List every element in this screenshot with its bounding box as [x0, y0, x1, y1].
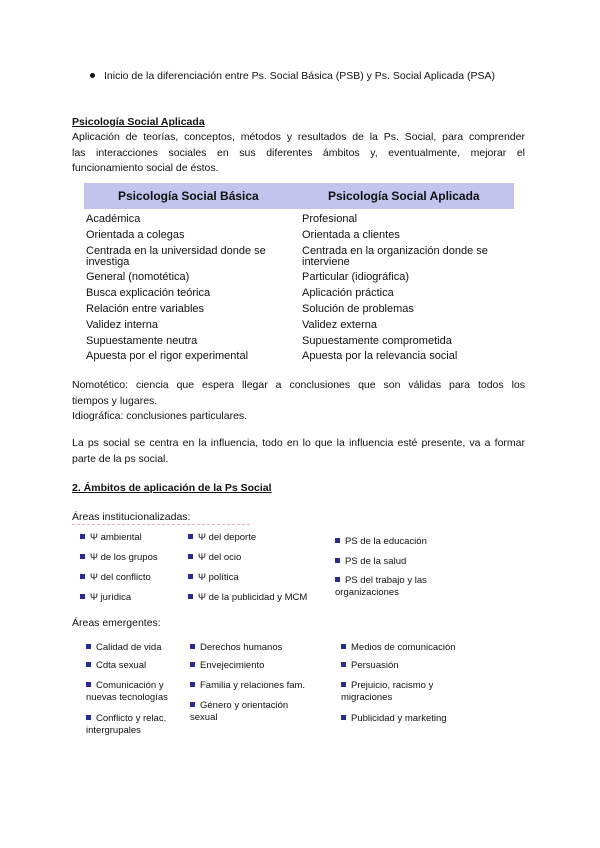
institucionalizadas-label: Áreas institucionalizadas: — [72, 511, 191, 523]
paragraph-line: La ps social se centra en la influencia, todo en lo que la influencia esté presente, va a formar — [72, 437, 525, 449]
list-item: Prejuicio, racismo y — [341, 680, 433, 692]
list-item: Ψ de los grupos — [80, 552, 158, 564]
square-bullet-icon — [188, 554, 193, 559]
cell-aplicada: Centrada en la organización donde se interviene — [302, 245, 488, 268]
influence-paragraph — [72, 436, 525, 467]
cell-aplicada: Apuesta por la relevancia social — [302, 350, 458, 362]
definition-line: las interacciones sociales en sus diferentes ámbitos y, eventualmente, mejorar el — [72, 146, 525, 159]
list-item: Ψ del conflicto — [80, 572, 151, 584]
cell-aplicada: Validez externa — [302, 319, 378, 331]
cell-basica: Relación entre variables — [86, 303, 205, 315]
square-bullet-icon — [80, 534, 85, 539]
list-item: Género y orientación — [190, 700, 288, 712]
square-bullet-icon — [188, 534, 193, 539]
cell-basica: Validez interna — [86, 319, 158, 331]
square-bullet-icon — [86, 715, 91, 720]
list-item: Derechos humanos — [190, 642, 282, 654]
comparison-table-header — [84, 183, 514, 209]
square-bullet-icon — [335, 538, 340, 543]
list-item: PS de la educación — [335, 536, 427, 548]
square-bullet-icon — [190, 644, 195, 649]
list-item: Ψ de la publicidad y MCM — [188, 592, 307, 604]
list-item: Ψ política — [188, 572, 239, 584]
list-item-continuation: organizaciones — [335, 587, 399, 598]
cell-aplicada: Profesional — [302, 213, 358, 225]
definition-line: Nomotético: ciencia que espera llegar a conclusiones que son válidas para todos los — [72, 379, 525, 391]
square-bullet-icon — [190, 682, 195, 687]
square-bullet-icon — [188, 574, 193, 579]
square-bullet-icon — [80, 574, 85, 579]
cell-basica: Orientada a colegas — [86, 229, 185, 241]
square-bullet-icon — [190, 662, 195, 667]
emergentes-label: Áreas emergentes: — [72, 617, 161, 629]
cell-aplicada: Aplicación práctica — [302, 287, 394, 299]
cell-basica: General (nomotética) — [86, 271, 190, 283]
dashed-underline — [72, 524, 250, 525]
list-item: Ψ del ocio — [188, 552, 241, 564]
cell-aplicada: Supuestamente comprometida — [302, 335, 452, 347]
definition-line: Aplicación de teorías, conceptos, métodos y resultados de la Ps. Social, para comprender — [72, 131, 525, 143]
cell-aplicada: Solución de problemas — [302, 303, 414, 315]
list-item: Calidad de vida — [86, 642, 162, 654]
list-item-continuation: intergrupales — [86, 725, 141, 736]
square-bullet-icon — [335, 577, 340, 582]
list-item: PS del trabajo y las — [335, 575, 427, 587]
cell-basica: Supuestamente neutra — [86, 335, 198, 347]
header-basica: Psicología Social Básica — [118, 189, 259, 203]
list-item: Persuasión — [341, 660, 399, 672]
list-item: Publicidad y marketing — [341, 713, 447, 725]
list-item: PS de la salud — [335, 556, 406, 568]
cell-basica: Académica — [86, 213, 141, 225]
square-bullet-icon — [341, 715, 346, 720]
square-bullet-icon — [190, 702, 195, 707]
list-item: Ψ ambiental — [80, 532, 142, 544]
list-item: Conflicto y relac. — [86, 713, 166, 725]
square-bullet-icon — [341, 662, 346, 667]
list-item: Cdta sexual — [86, 660, 146, 672]
square-bullet-icon — [86, 644, 91, 649]
cell-basica: Busca explicación teórica — [86, 287, 211, 299]
header-aplicada: Psicología Social Aplicada — [328, 189, 480, 203]
square-bullet-icon — [341, 644, 346, 649]
intro-bullet: Inicio de la diferenciación entre Ps. Social Básica (PSB) y Ps. Social Aplicada (PSA) — [90, 70, 495, 82]
idiografico-definition: Idiográfica: conclusiones particulares. — [72, 410, 248, 422]
cell-basica: Apuesta por el rigor experimental — [86, 350, 249, 362]
cell-aplicada: Particular (idiográfica) — [302, 271, 409, 283]
square-bullet-icon — [80, 594, 85, 599]
square-bullet-icon — [80, 554, 85, 559]
definition-line: funcionamiento social de éstos. — [72, 162, 219, 174]
psa-heading: Psicología Social Aplicada — [72, 116, 205, 128]
nomotetico-definition — [72, 378, 525, 425]
square-bullet-icon — [86, 662, 91, 667]
cell-basica: Centrada en la universidad donde se investiga — [86, 245, 266, 268]
list-item: Ψ jurídica — [80, 592, 131, 604]
psa-definition — [72, 130, 525, 177]
square-bullet-icon — [335, 558, 340, 563]
square-bullet-icon — [341, 682, 346, 687]
square-bullet-icon — [86, 682, 91, 687]
definition-line: tiempos y lugares. — [72, 394, 158, 407]
bullet-dot-icon — [90, 73, 95, 78]
list-item: Familia y relaciones fam. — [190, 680, 305, 692]
list-item: Comunicación y — [86, 680, 164, 692]
square-bullet-icon — [188, 594, 193, 599]
list-item: Envejecimiento — [190, 660, 264, 672]
list-item-continuation: sexual — [190, 712, 218, 723]
ambitos-heading: 2. Ámbitos de aplicación de la Ps Social — [72, 482, 272, 494]
paragraph-line: parte de la ps social. — [72, 452, 169, 465]
list-item-continuation: migraciones — [341, 692, 393, 703]
cell-aplicada: Orientada a clientes — [302, 229, 400, 241]
list-item: Medios de comunicación — [341, 642, 456, 654]
list-item-continuation: nuevas tecnologías — [86, 692, 168, 703]
list-item: Ψ del deporte — [188, 532, 256, 544]
